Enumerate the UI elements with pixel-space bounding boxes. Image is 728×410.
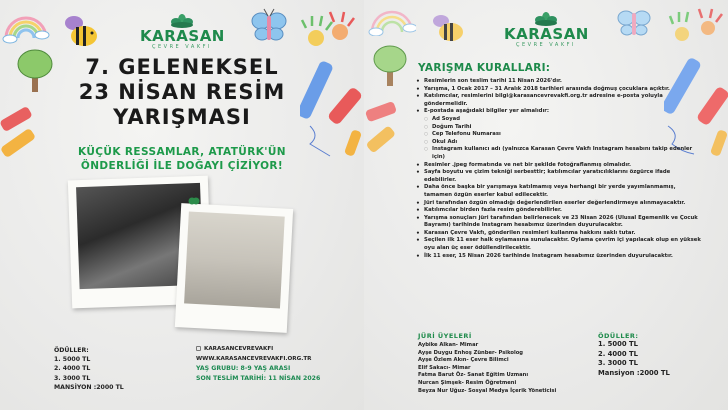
jury-member: Beyza Nur Uğuz- Sosyal Medya İçerik Yöneticisi bbox=[418, 387, 557, 394]
jury-block bbox=[418, 332, 618, 395]
rule-item: • Daha önce başka bir yarışmaya katılmamış veya herhangi bir yerde yayımlanmamış, tamamen özgün eserler kabul edilecektir. bbox=[414, 184, 704, 199]
award-item: 2. 4000 TL bbox=[598, 349, 638, 358]
tree-icon bbox=[372, 44, 408, 88]
jury-member: Fatma Barut Öz- Sanat Eğitim Uzmanı bbox=[418, 372, 529, 379]
poster-title bbox=[0, 55, 364, 130]
rule-item: • Katılımcılar birden fazla resim gönderebilirler. bbox=[414, 207, 704, 215]
rule-item: • Resimler .jpeg formatında ve net bir şekilde fotoğraflanmış olmalıdır. bbox=[414, 162, 704, 170]
handprint-icon bbox=[300, 8, 360, 58]
rule-item: • Resimlerin son teslim tarihi 11 Nisan 2026'dır. bbox=[414, 78, 704, 86]
rule-item: • Sayfa boyutu ve çizim tekniği serbesttir; katılımcılar yaratıcılıklarını özgürce ifade edebilirler. bbox=[414, 169, 704, 184]
butterfly-icon bbox=[250, 8, 288, 44]
rules-list bbox=[414, 78, 704, 260]
rule-item: • Yarışma, 1 Ocak 2017 – 31 Aralık 2018 tarihleri arasında doğmuş çocuklara açıktır. bbox=[414, 86, 704, 94]
bee-icon bbox=[430, 12, 466, 44]
jury-heading: JÜRİ ÜYELERİ bbox=[418, 332, 472, 340]
rule-subitem: ○ Doğum Tarihi bbox=[414, 124, 704, 132]
award-item: 2. 4000 TL bbox=[54, 365, 91, 373]
awards-block bbox=[598, 332, 670, 378]
rule-item: • Seçilen ilk 11 eser halk oylamasına sunulacaktır. Oylama çevrim içi yapılacak olup en yüksek oyu alan üç eser ödüllendirilecektir. bbox=[414, 237, 704, 252]
title-line-2: 23 NİSAN RESİM bbox=[78, 80, 286, 104]
bee-icon bbox=[62, 14, 100, 48]
rule-item: • İlk 11 eser, 15 Nisan 2026 tarihinde Instagram hesabımız üzerinden duyurulacaktır. bbox=[414, 253, 704, 261]
logo-brand: KARASAN bbox=[504, 25, 589, 43]
awards-heading: ÖDÜLLER: bbox=[598, 332, 639, 340]
website-link[interactable]: WWW.KARASANCEVREVAKFI.ORG.TR bbox=[196, 355, 312, 362]
rainbow-icon bbox=[368, 4, 416, 36]
clover-icon bbox=[188, 196, 200, 206]
title-line-1: 7. GELENEKSEL bbox=[85, 55, 279, 79]
lotus-logo-icon bbox=[169, 14, 195, 28]
deadline: SON TESLİM TARİHİ: 11 NİSAN 2026 bbox=[196, 374, 321, 382]
award-item: 3. 3000 TL bbox=[54, 374, 91, 382]
award-item: 1. 5000 TL bbox=[598, 340, 638, 348]
rule-item: • E-postada aşağıdaki bilgiler yer almalıdır: bbox=[414, 108, 704, 116]
handprint-icon bbox=[668, 6, 728, 52]
jury-member: Elif Sakacı- Mimar bbox=[418, 364, 471, 371]
logo-brand: KARASAN bbox=[140, 27, 225, 45]
award-item: Mansiyon :2000 TL bbox=[598, 368, 670, 377]
rule-subitem: ○ Instagram kullanıcı adı (yalnızca Karasan Çevre Vakfı Instagram hesabını takip edenler için) bbox=[414, 146, 704, 161]
rule-item: • Katılımcılar, resimlerini bilgi@karasancevrevakfi.org.tr adresine e-posta yoluyla göndermelidir. bbox=[414, 93, 704, 108]
jury-member: Ayşe Duygu Enhoş Zünber- Psikolog bbox=[418, 349, 524, 356]
jury-member: Ayşe Özlem Akın- Çevre Bilimci bbox=[418, 357, 509, 364]
rules-title: YARIŞMA KURALLARI: bbox=[418, 62, 551, 74]
award-item: 1. 5000 TL bbox=[54, 356, 91, 364]
jury-member: Aybike Alkan- Mimar bbox=[418, 342, 479, 348]
age-group: YAŞ GRUBU: 8-9 YAŞ ARASI bbox=[196, 365, 291, 373]
butterfly-icon bbox=[616, 6, 652, 40]
jury-member: Nurcan Şimşek- Resim Öğretmeni bbox=[418, 379, 517, 386]
instagram-handle[interactable]: KARASANCEVREVAKFI bbox=[196, 345, 320, 355]
poster-subtitle bbox=[0, 145, 364, 173]
right-poster-panel bbox=[364, 0, 728, 410]
awards-block bbox=[54, 346, 124, 392]
rule-subitem: ○ Ad Soyad bbox=[414, 116, 704, 124]
contact-block bbox=[196, 345, 320, 383]
rainbow-icon bbox=[2, 8, 50, 44]
logo-subtitle: ÇEVRE VAKFI bbox=[516, 42, 576, 48]
logo-subtitle: ÇEVRE VAKFI bbox=[152, 44, 212, 50]
subtitle-line-2: ÖNDERLİĞİ İLE DOĞAYI ÇİZİYOR! bbox=[80, 160, 284, 172]
rule-item: • Jüri tarafından özgün olmadığı değerlendirilen eserler değerlendirmeye alınmayacaktır. bbox=[414, 200, 704, 208]
historic-photo-child bbox=[184, 212, 285, 309]
title-line-3: YARIŞMASI bbox=[113, 105, 251, 129]
lotus-logo-icon bbox=[533, 12, 559, 26]
polaroid-photo-2 bbox=[175, 203, 293, 333]
rule-subitem: ○ Cep Telefonu Numarası bbox=[414, 131, 704, 139]
rule-subitem: ○ Okul Adı bbox=[414, 139, 704, 147]
karasan-logo bbox=[504, 12, 588, 49]
subtitle-line-1: KÜÇÜK RESSAMLAR, ATATÜRK'ÜN bbox=[78, 146, 286, 158]
rule-item: • Yarışma sonuçları jüri tarafından belirlenecek ve 23 Nisan 2026 (Ulusal Egemenlik ve Çocuk Bayramı) tarihinde Instagram hesabımız üzerinden duyurulacaktır. bbox=[414, 215, 704, 230]
crayon-icon bbox=[364, 100, 400, 170]
rule-item: • Karasan Çevre Vakfı, gönderilen resimleri kullanma hakkını saklı tutar. bbox=[414, 230, 704, 238]
award-item: 3. 3000 TL bbox=[598, 359, 638, 368]
awards-heading: ÖDÜLLER: bbox=[54, 347, 89, 354]
karasan-logo bbox=[140, 14, 224, 51]
award-item: MANSİYON :2000 TL bbox=[54, 383, 124, 391]
instagram-icon bbox=[196, 346, 201, 351]
